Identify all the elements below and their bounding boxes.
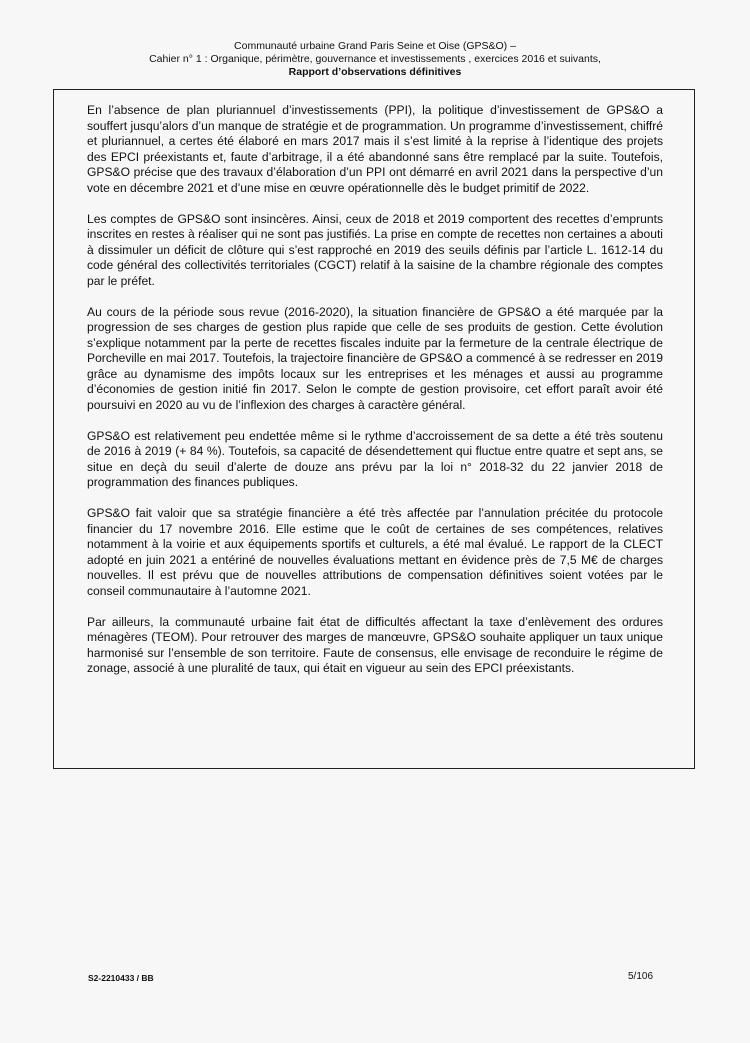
summary-box <box>53 89 695 769</box>
page-header <box>60 40 690 79</box>
document-reference: S2-2210433 / BB <box>88 973 154 983</box>
paragraph-financial-strategy: GPS&O fait valoir que sa stratégie financière a été très affectée par l’annulation précitée du protocole financier du 17 novembre 2016. Elle estime que le coût de certaines de ses compétences, relatives notamment à la voirie et aux équipements sportifs et culturels, a été mal évalué. Le rapport de la CLECT adopté en juin 2021 a entériné de nouvelles évaluations mettant en évidence près de 7,5 M€ de charges nouvelles. Il est prévu que de nouvelles attributions de compensation définitives soient votées par le conseil communautaire à l’automne 2021. <box>87 506 663 598</box>
header-organization: Communauté urbaine Grand Paris Seine et Oise (GPS&O) – <box>234 40 516 52</box>
summary-content <box>87 103 663 692</box>
header-report-title: Rapport d’observations définitives <box>288 66 462 78</box>
paragraph-financial-situation: Au cours de la période sous revue (2016-2020), la situation financière de GPS&O a été marquée par la progression de ses charges de gestion plus rapide que celle de ses produits de gestion. Cette évolution s’explique notamment par la perte de recettes fiscales induite par la fermeture de la centrale électrique de Porcheville en mai 2017. Toutefois, la trajectoire financière de GPS&O a commencé à se redresser en 2019 grâce au dynamisme des impôts locaux sur les entreprises et les ménages et aussi au programme d’économies de gestion initié fin 2017. Selon le compte de gestion provisoire, cet effort paraît avoir été poursuivi en 2020 au vu de l’inflexion des charges à caractère général. <box>87 304 663 412</box>
header-cahier: Cahier n° 1 : Organique, périmètre, gouvernance et investissements , exercices 2016 et suivants, <box>149 53 601 65</box>
page-number: 5/106 <box>628 971 654 982</box>
paragraph-teom: Par ailleurs, la communauté urbaine fait état de difficultés affectant la taxe d’enlèvement des ordures ménagères (TEOM). Pour retrouver des marges de manœuvre, GPS&O souhaite appliquer un taux unique harmonisé sur l’ensemble de son territoire. Faute de consensus, elle envisage de reconduire le régime de zonage, associé à une pluralité de taux, qui était en vigueur au sein des EPCI préexistants. <box>87 614 663 675</box>
paragraph-investment-plan: En l’absence de plan pluriannuel d’investissements (PPI), la politique d’investissement de GPS&O a souffert jusqu’alors d’un manque de stratégie et de programmation. Un programme d’investissement, chiffré et pluriannuel, a certes été élaboré en mars 2017 mais il s’est limité à la reprise à l’identique des projets des EPCI préexistants et, faute d’arbitrage, il a été abandonné sans être remplacé par la suite. Toutefois, GPS&O précise que des travaux d’élaboration d’un PPI ont démarré en avril 2021 dans la perspective d’un vote en décembre 2021 et d’une mise en œuvre opérationnelle dès le budget primitif de 2022. <box>87 103 663 195</box>
paragraph-accounts: Les comptes de GPS&O sont insincères. Ainsi, ceux de 2018 et 2019 comportent des recettes d’emprunts inscrites en restes à réaliser qui ne sont pas justifiés. La prise en compte de recettes non certaines a abouti à dissimuler un déficit de clôture qui s’est rapproché en 2019 des seuils définis par l’article L. 1612-14 du code général des collectivités territoriales (CGCT) relatif à la saisine de la chambre régionale des comptes par le préfet. <box>87 211 663 288</box>
paragraph-debt: GPS&O est relativement peu endettée même si le rythme d’accroissement de sa dette a été très soutenu de 2016 à 2019 (+ 84 %). Toutefois, sa capacité de désendettement qui fluctue entre quatre et sept ans, se situe en deçà du seuil d’alerte de douze ans prévu par la loi n° 2018-32 du 22 janvier 2018 de programmation des finances publiques. <box>87 428 663 489</box>
